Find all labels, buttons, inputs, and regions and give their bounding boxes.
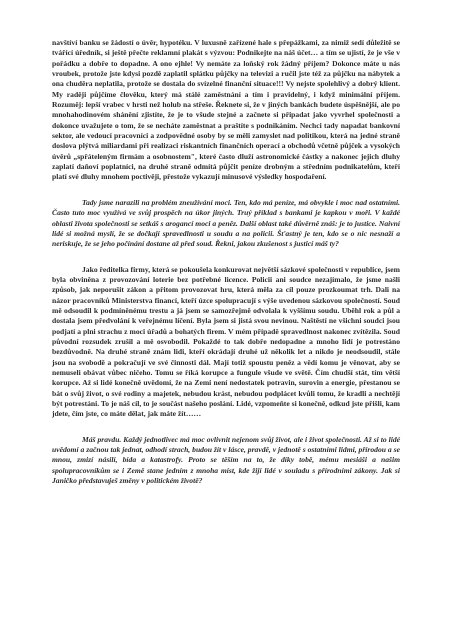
paragraph-gap	[52, 250, 400, 265]
paragraph-gap	[52, 420, 400, 435]
paragraph-3: Jako ředitelka firmy, která se pokoušela konkurovat největší sázkové společnosti v republice, jsem byla obviněna z provozování loterie bez potřebné licence. Policii ani soudce nezajímalo, že jsme našli způsob, jak neporušit zákon a přitom provozovat hru, která měla za cíl pouze prozkoumat trh. Dali na názor pracovníků Ministerstva financí, kteří úzce spolupracují s výše uvedenou sázkovou společností. Soud mě odsoudil k podmíněnému trestu a já jsem se samozřejmě odvolala k vyššímu soudu. Uběhl rok a půl a dostala jsem předvolání k veřejnému líčení. Byla jsem si jistá svou nevinou. Naštěstí ne všichni soudci jsou podjatí a plni strachu z moci úřadů a bohatých firem. V mém případě spravedlnost nakonec zvítězila. Soud původní rozsudek zrušil a mě osvobodil. Pokaždé to tak dobře nedopadne a mnoho lidí je potrestáno bezdůvodně. Na druhé straně znám lidi, kteří okrádají druhé už několik let a nikdo je neodsoudil, stále jsou na svobodě a pokračují ve své činnosti dál. Mají totiž spoustu peněz a vědí komu je věnovat, aby se nemuseli obávat vůbec ničeho. Tomu se říká korupce a fungule všude ve světě. Čím chudší stát, tím větší korupce. Až si lidé konečně uvědomí, že na Zemi není nedostatek potravin, surovin a energie, přestanou se bát o svůj život, o své rodiny a majetek, nebudou krást, nebudou podplácet kvůli tomu, že kradli a nechtějí být potrestáni. To je náš cíl, to je součást našeho poslání. Lidé, vzpomeňte si konečně, odkud jste přišli, kam jdete, čím jste, co máte dělat, jak máte žít……	[52, 264, 400, 419]
paragraph-gap	[52, 183, 400, 198]
paragraph-4: Máš pravdu. Každý jednotlivec má moc ovlivnit nejenom svůj život, ale i život společnosti. Až si to lidé uvědomí a začnou tak jednat, odhodí strach, budou žít v lásce, pravdě, v jednotě s ostatními lidmi, přírodou a se mnou, zmizí násilí, bída a katastrofy. Proto se těším na to, že díky tobě, mému mesiáši a našim spolupracovníkům se i Země stane jedním z mnoha míst, kde žijí lidé v souladu s přírodními zákony. Jak si Janičko představuješ změny v politickém životě?	[52, 434, 400, 486]
paragraph-1: navštíví banku se žádostí o úvěr, hypotéku. V luxusně zařízené hale s přepážkami, za nimiž sedí důležitě se tvářící úředník, si ještě přečte reklamní plakát s výzvou: Podnikejte na náš účet… a tím se ujistí, že je vše v pořádku a dobře to dopadne. A ono ejhle! Vy nemáte za loňský rok žádný příjem? Dokonce máte u nás vroubek, protože jste kdysi pozdě zaplatil splátku půjčky na televizi a ručil jste též za půjčku na nábytek a ona chuděra neplatila, protože se dostala do svízelné finanční situace!!! Vy nejste spolehlivý a dobrý klient. My raději půjčíme člověku, který má stálé zaměstnání a tím i pravidelný, i když minimální příjem. Rozuměj: lepší vrabec v hrsti než holub na střeše. Řeknete si, že v jiných bankách budete úspěšnější, ale po mnohahodinovém shánění zjistíte, že je to všude stejné a začnete si připadat jako vyvrhel společnosti a dokonce uvažujete o tom, že se necháte zaměstnat a praštíte s podnikáním. Nechci tady napadat bankovní sektor, ale vedoucí pracovníci a zodpovědné osoby by se měli zamyslet nad politikou, která na jedné straně doslova plýtvá miliardami při realizaci riskantních finančních operací a obchodů včetně půjček a vysokých úvěrů „spřáteleným firmám a osobnostem", které často dluží astronomické částky a nakonec jejich dluhy zaplatí daňoví poplatníci, na druhé straně odmítá půjčit peníze drobným a středním podnikatelům, kteří platí své dluhy mnohem poctivěji, přestože vykazují minusové výsledky hospodaření.	[52, 38, 400, 182]
paragraph-2: Tady jsme narazili na problém zneužívání moci. Ten, kdo má peníze, má obvykle i moc nad ostatními. Často tuto moc využívá ve svůj prospěch na úkor jiných. Truý příklad s bankami je kapkou v moři. V každé oblasti života společnosti se setkáš s arogancí moci a peněz. Další oblast také důvěrně znáš: je to justice. Naivní lidé si možná myslí, že se dočkají spravedlnosti u soudu a na policii. Šťastný je ten, kdo se o nic nesnaží a neriskuje, že se jeho počínání dostane až před soud. Řekni, jakou zkušenost s justicí máš ty?	[52, 197, 400, 249]
